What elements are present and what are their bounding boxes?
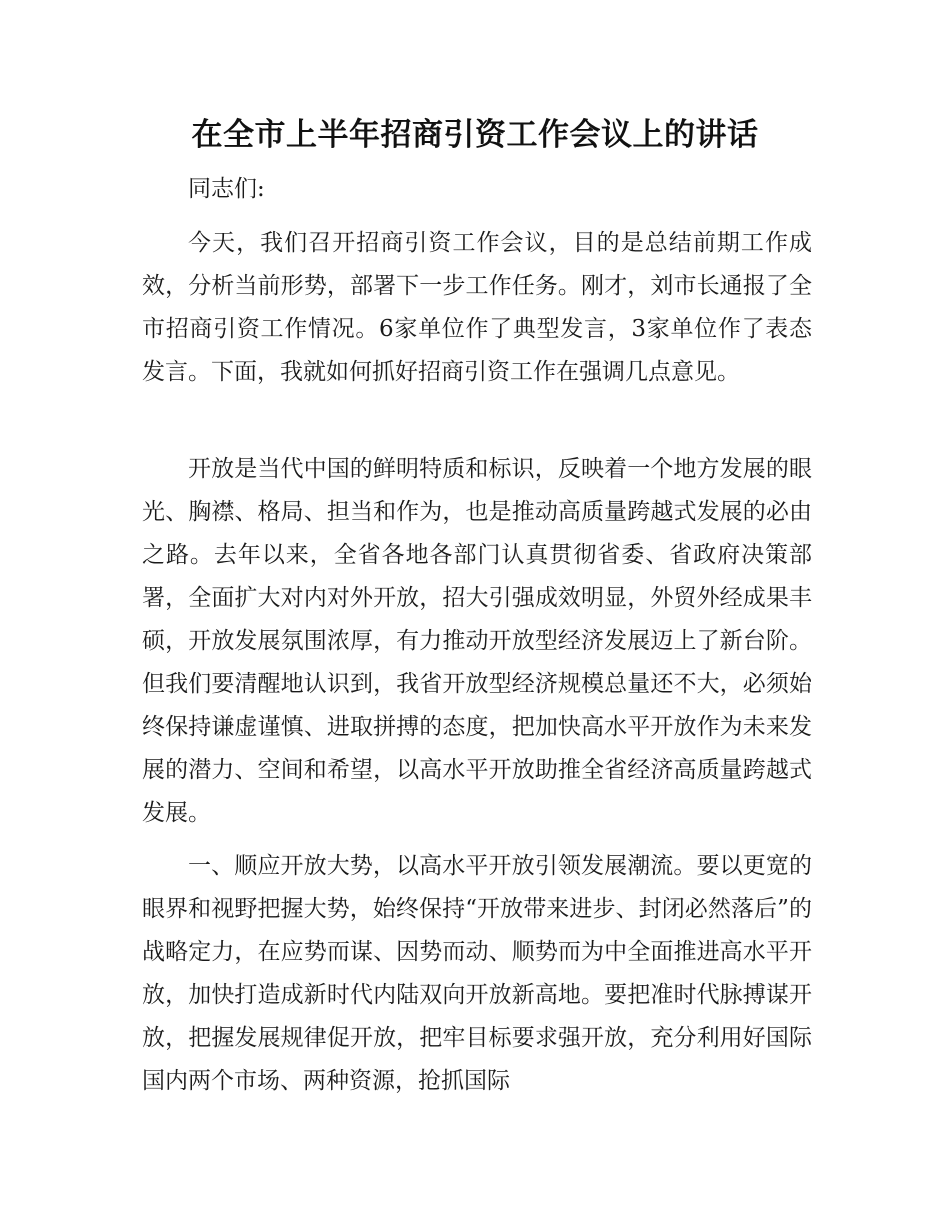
salutation: 同志们: bbox=[188, 176, 265, 202]
paragraph-opening-up: 开放是当代中国的鲜明特质和标识，反映着一个地方发展的眼光、胸襟、格局、担当和作为，也是推动高质量跨越式发展的必由之路。去年以来，全省各地各部门认真贯彻省委、省政府决策部署，全面扩大对内对外开放，招大引强成效明显，外贸外经成果丰硕，开放发展氛围浓厚，有力推动开放型经济发展迈上了新台阶。但我们要清醒地认识到，我省开放型经济规模总量还不大，必须始终保持谦虚谨慎、进取拼搏的态度，把加快高水平开放作为未来发展的潜力、空间和希望，以高水平开放助推全省经济高质量跨越式发展。 bbox=[142, 456, 812, 826]
document-title: 在全市上半年招商引资工作会议上的讲话 bbox=[191, 117, 759, 153]
paragraph-intro: 今天，我们召开招商引资工作会议，目的是总结前期工作成效，分析当前形势，部署下一步工作任务。刚才，刘市长通报了全市招商引资工作情况。6家单位作了典型发言，3家单位作了表态发言。下面，我就如何抓好招商引资工作在强调几点意见。 bbox=[142, 230, 812, 385]
paragraph-section-one: 一、顺应开放大势，以高水平开放引领发展潮流。要以更宽的眼界和视野把握大势，始终保持“开放带来进步、封闭必然落后”的战略定力，在应势而谋、因势而动、顺势而为中全面推进高水平开放，加快打造成新时代内陆双向开放新高地。要把准时代脉搏谋开放，把握发展规律促开放，把牢目标要求强开放，充分利用好国际国内两个市场、两种资源，抢抓国际 bbox=[142, 853, 812, 1094]
